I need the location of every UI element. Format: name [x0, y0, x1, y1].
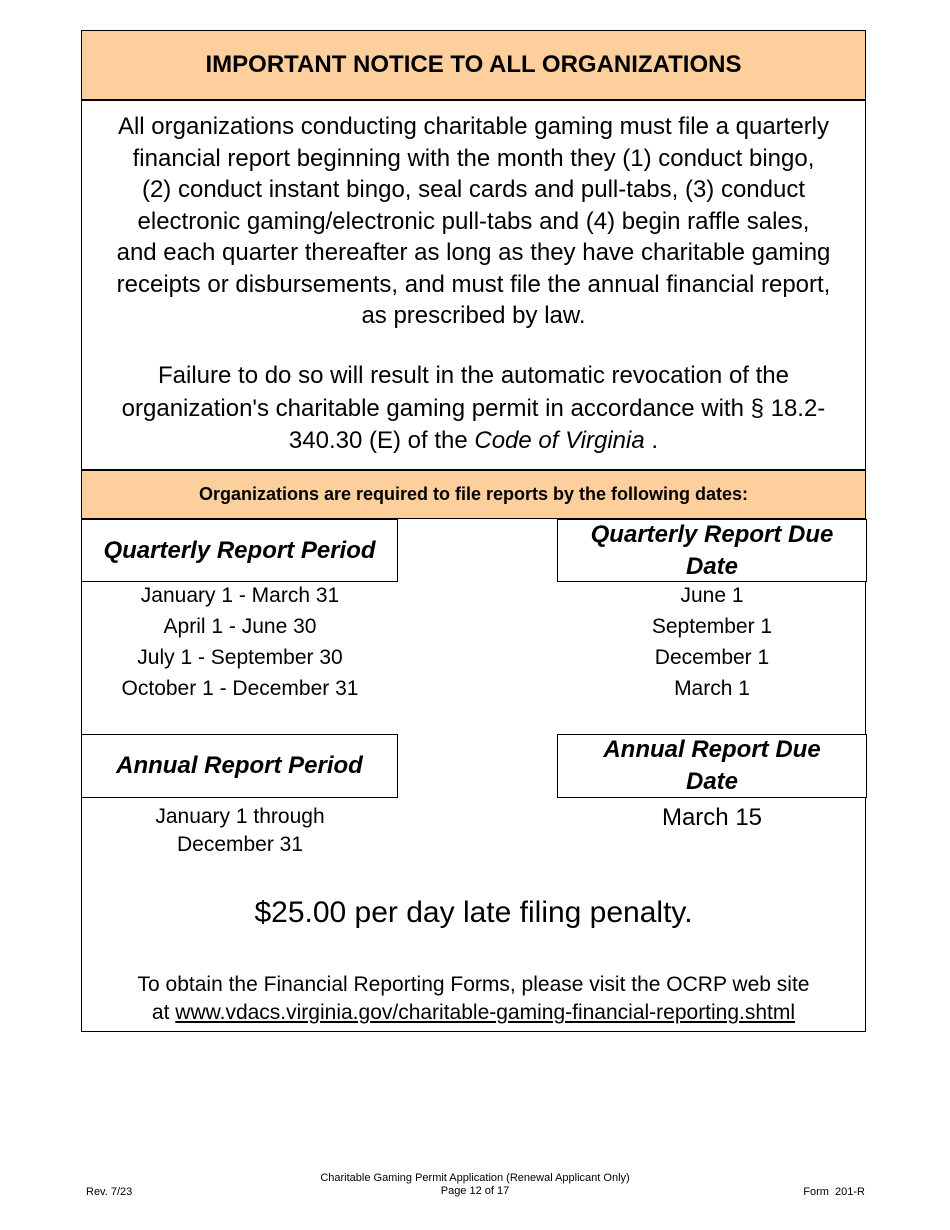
quarterly-period-label: Quarterly Report Period	[103, 536, 376, 564]
failure-line	[82, 425, 865, 458]
notice-paragraph	[82, 111, 865, 332]
obtain-line1: To obtain the Financial Reporting Forms, please visit the OCRP web site	[137, 973, 810, 996]
footer-center	[275, 1172, 675, 1198]
notice-line: electronic gaming/electronic pull-tabs and (4) begin raffle sales,	[137, 207, 810, 235]
footer-page-number: Page 12 of 17	[440, 1185, 510, 1197]
list-item: July 1 - September 30	[137, 646, 343, 669]
quarterly-due-list	[557, 580, 867, 704]
obtain-prefix: at	[151, 1001, 176, 1024]
quarterly-periods-list	[82, 580, 398, 704]
annual-due-label-line1: Annual Report Due	[603, 736, 821, 763]
dates-header: Organizations are required to file reports by the following dates:	[82, 469, 865, 519]
failure-line-prefix: 340.30 (E) of the	[288, 427, 475, 454]
notice-line: as prescribed by law.	[361, 302, 586, 329]
quarterly-due-heading	[557, 519, 867, 582]
failure-line: Failure to do so will result in the automatic revocation of the	[158, 362, 789, 389]
annual-period-label: Annual Report Period	[116, 752, 363, 779]
list-item: March 1	[674, 677, 750, 700]
list-item: December 1	[654, 646, 770, 669]
failure-line: organization's charitable gaming permit in accordance with § 18.2-	[121, 394, 826, 422]
annual-period-heading	[81, 734, 398, 798]
list-item: January 1 - March 31	[140, 584, 340, 607]
notice-frame	[81, 30, 866, 1032]
annual-period-line2: December 31	[176, 833, 304, 856]
quarterly-due-label-line2: Date	[685, 552, 739, 580]
financial-reporting-link[interactable]: www.vdacs.virginia.gov/charitable-gaming-financial-reporting.shtml	[175, 1001, 796, 1024]
quarterly-period-heading	[81, 519, 398, 582]
code-of-virginia: Code of Virginia	[474, 427, 645, 454]
annual-due-date: March 15	[661, 804, 763, 831]
notice-line: All organizations conducting charitable gaming must file a quarterly	[117, 113, 830, 140]
annual-period-range	[82, 803, 398, 859]
footer-revision: Rev. 7/23	[86, 1186, 133, 1198]
list-item: June 1	[680, 584, 744, 607]
failure-period: .	[644, 427, 659, 454]
annual-period-line1: January 1 through	[155, 805, 325, 828]
list-item: October 1 - December 31	[121, 677, 359, 700]
list-item: April 1 - June 30	[163, 615, 317, 638]
footer-form-number: Form 201-R	[803, 1186, 865, 1198]
annual-due-label-line2: Date	[685, 768, 739, 795]
notice-line: and each quarter thereafter as long as they have charitable gaming	[116, 239, 831, 266]
notice-title: IMPORTANT NOTICE TO ALL ORGANIZATIONS	[82, 31, 865, 101]
late-penalty: $25.00 per day late filing penalty.	[254, 896, 693, 929]
footer-document-title: Charitable Gaming Permit Application (Renewal Applicant Only)	[320, 1172, 630, 1184]
list-item: September 1	[651, 615, 773, 638]
obtain-forms-text	[82, 971, 865, 1027]
notice-line: receipts or disbursements, and must file the annual financial report,	[116, 270, 831, 298]
quarterly-due-label-line1: Quarterly Report Due	[590, 520, 834, 548]
failure-paragraph	[82, 360, 865, 458]
notice-line: financial report beginning with the month they (1) conduct bingo,	[132, 144, 815, 172]
annual-due-heading	[557, 734, 867, 798]
notice-line: (2) conduct instant bingo, seal cards and pull-tabs, (3) conduct	[141, 176, 806, 203]
obtain-line2	[82, 999, 865, 1027]
